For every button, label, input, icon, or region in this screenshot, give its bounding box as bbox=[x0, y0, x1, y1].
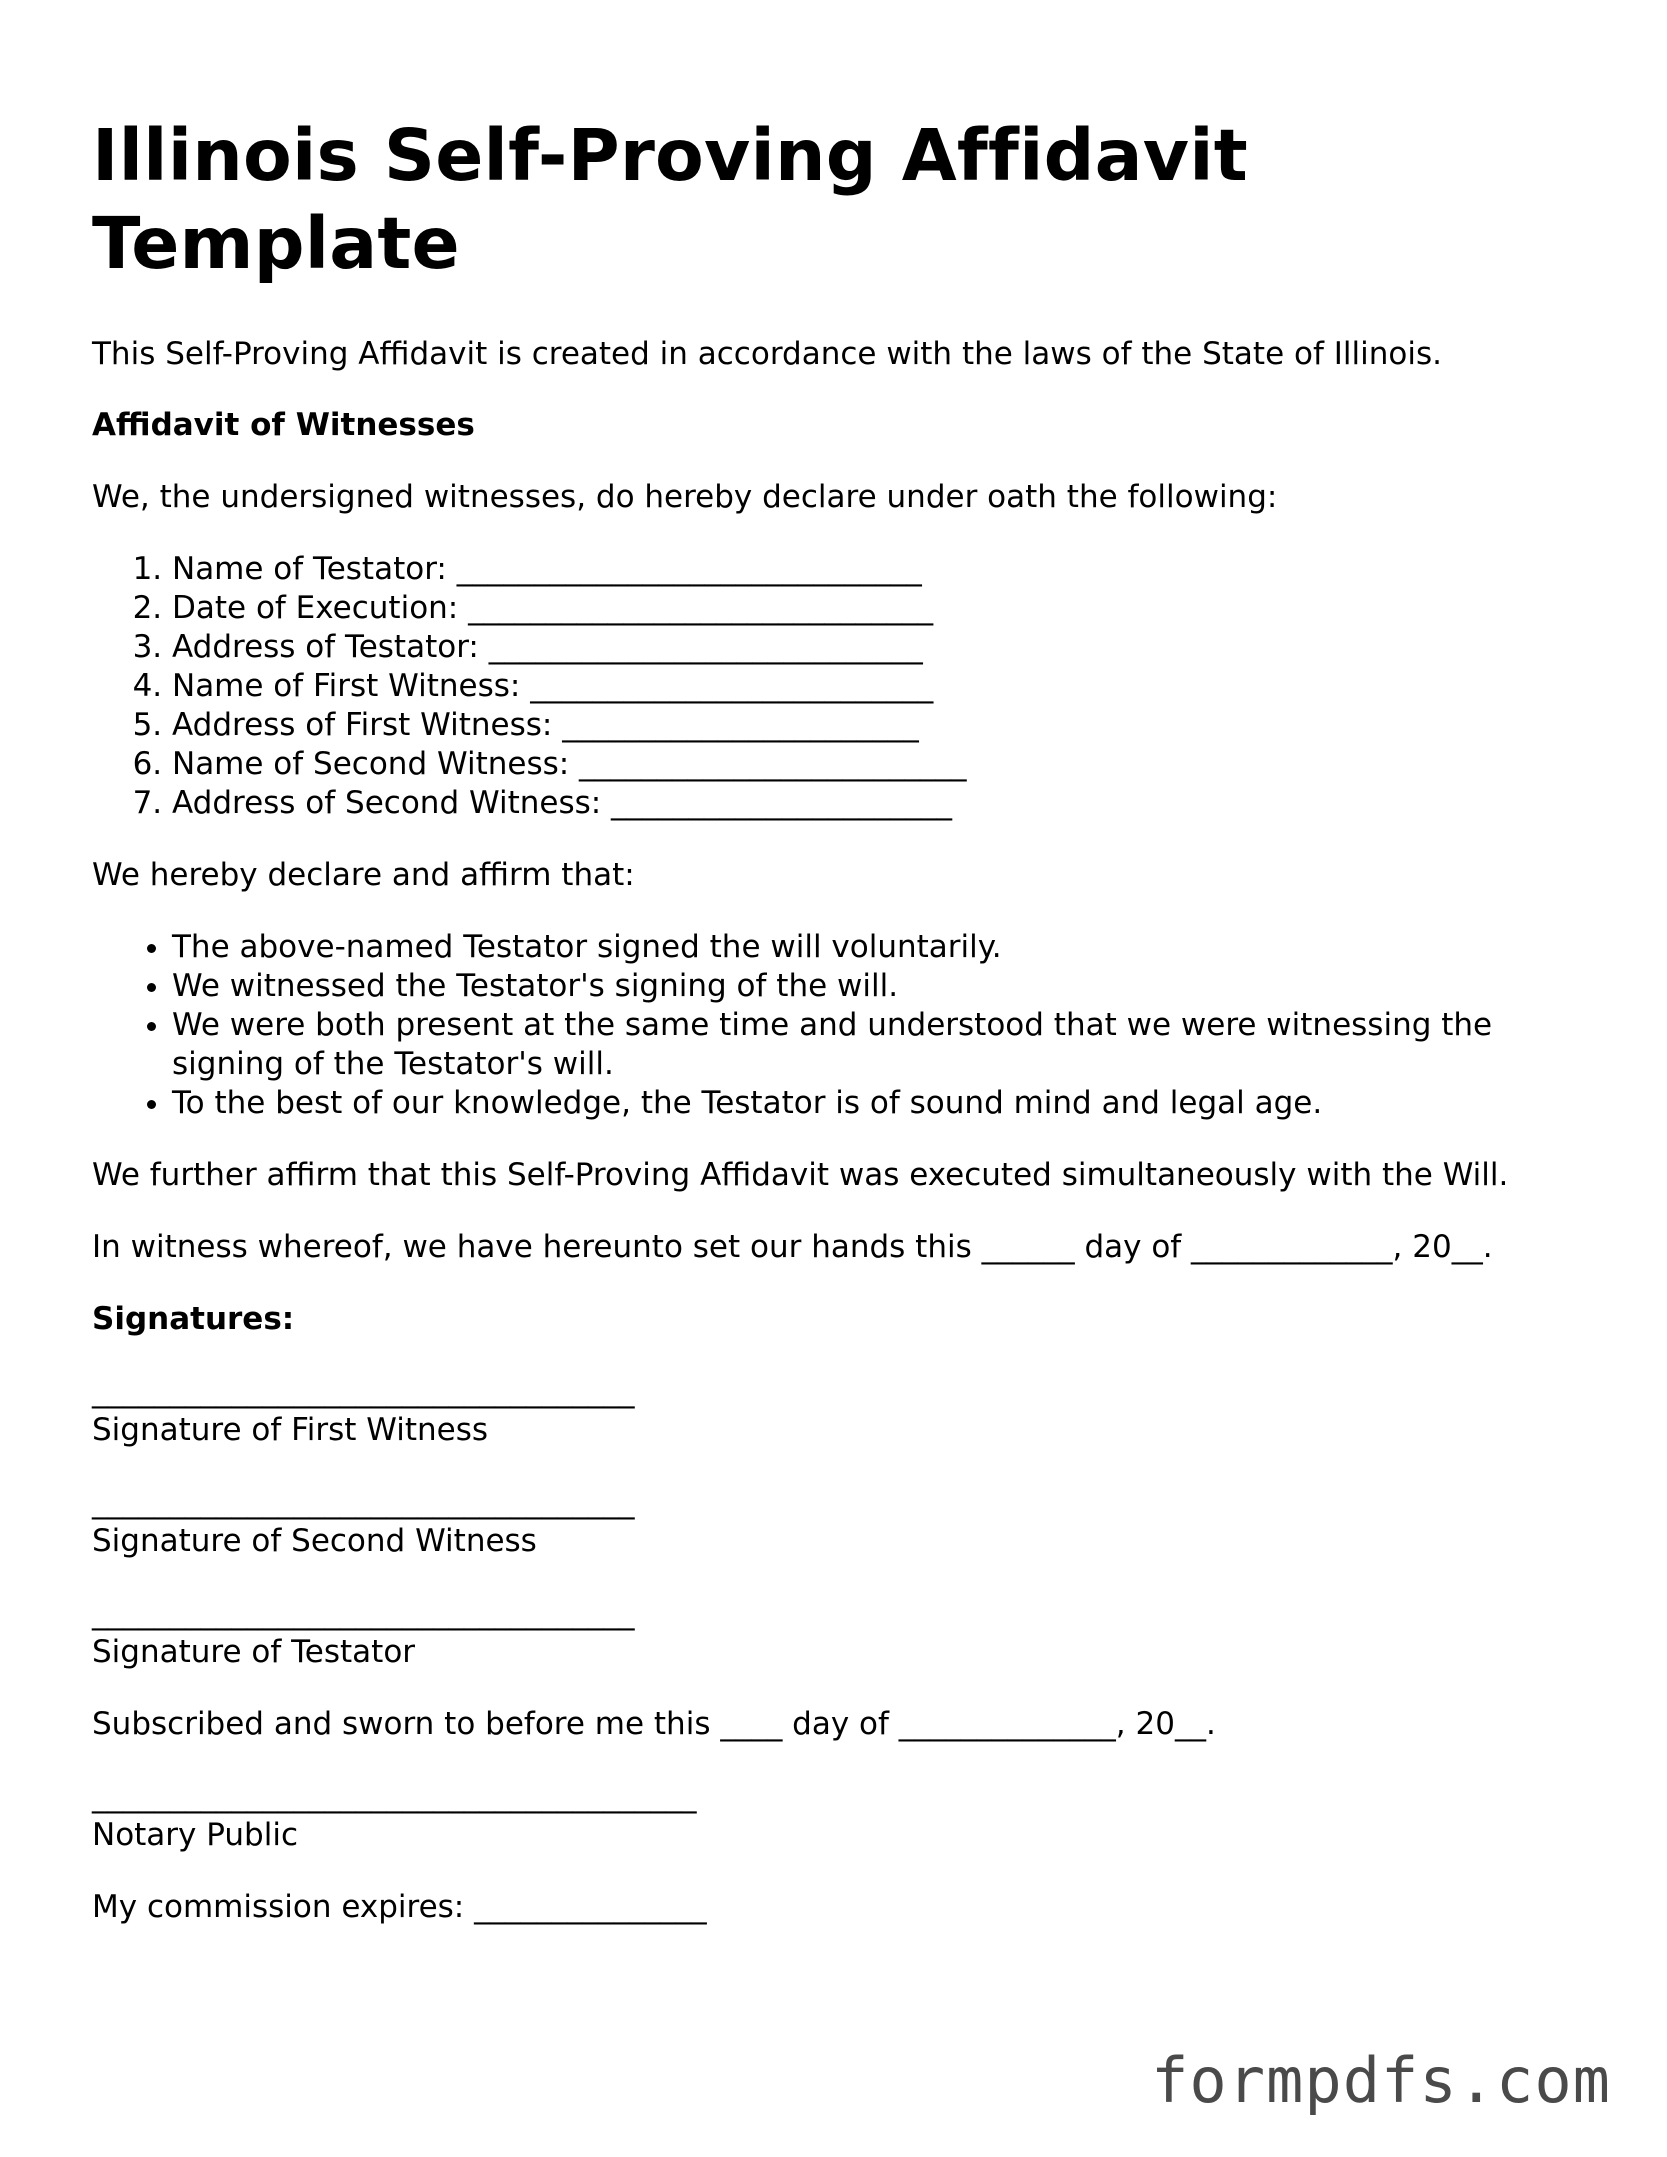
section-heading: Affidavit of Witnesses bbox=[92, 407, 475, 443]
signature-line: ___________________________________ bbox=[92, 1484, 635, 1520]
declaration-item: • We witnessed the Testator's signing of the will. bbox=[172, 967, 1592, 1006]
signature-line: ___________________________________ bbox=[92, 1373, 635, 1409]
signature-label: Signature of First Witness bbox=[92, 1412, 488, 1448]
signature-block-testator bbox=[92, 1594, 1592, 1672]
oath-intro-paragraph: We, the undersigned witnesses, do hereby declare under oath the following: bbox=[92, 479, 1278, 515]
signature-block-first-witness bbox=[92, 1372, 1592, 1450]
field-name-of-testator: 1. Name of Testator: ______________________________ bbox=[172, 550, 1592, 589]
declaration-item: • The above-named Testator signed the will voluntarily. bbox=[172, 928, 1592, 967]
signature-label: Signature of Second Witness bbox=[92, 1523, 537, 1559]
watermark: formpdfs.com bbox=[1151, 2044, 1611, 2117]
field-address-of-testator: 3. Address of Testator: ____________________________ bbox=[172, 628, 1592, 667]
notary-label: Notary Public bbox=[92, 1817, 298, 1853]
declaration-item: • To the best of our knowledge, the Testator is of sound mind and legal age. bbox=[172, 1084, 1592, 1123]
signature-label: Signature of Testator bbox=[92, 1634, 416, 1670]
signature-line: ___________________________________ bbox=[92, 1595, 635, 1631]
field-name-of-second-witness: 6. Name of Second Witness: _________________________ bbox=[172, 745, 1592, 784]
field-list bbox=[92, 550, 1592, 823]
commission-expires: My commission expires: _______________ bbox=[92, 1889, 707, 1925]
field-name-of-first-witness: 4. Name of First Witness: __________________________ bbox=[172, 667, 1592, 706]
witness-date-paragraph: In witness whereof, we have hereunto set our hands this ______ day of _____________, 20__. bbox=[92, 1229, 1493, 1265]
further-affirm-paragraph: We further affirm that this Self-Proving Affidavit was executed simultaneously with the Will. bbox=[92, 1157, 1509, 1193]
notary-block bbox=[92, 1777, 1592, 1855]
declaration-list bbox=[92, 928, 1592, 1123]
field-address-of-first-witness: 5. Address of First Witness: _______________________ bbox=[172, 706, 1592, 745]
intro-paragraph: This Self-Proving Affidavit is created in accordance with the laws of the State of Illinois. bbox=[92, 336, 1442, 372]
declare-intro: We hereby declare and affirm that: bbox=[92, 857, 635, 893]
declaration-item: • We were both present at the same time and understood that we were witnessing the signing of the Testator's will. bbox=[172, 1006, 1592, 1084]
document-title: Illinois Self-Proving Affidavit Template bbox=[92, 114, 1248, 285]
field-date-of-execution: 2. Date of Execution: ______________________________ bbox=[172, 589, 1592, 628]
field-address-of-second-witness: 7. Address of Second Witness: ______________________ bbox=[172, 784, 1592, 823]
notary-signature-line: _______________________________________ bbox=[92, 1778, 697, 1814]
sworn-paragraph: Subscribed and sworn to before me this ____ day of ______________, 20__. bbox=[92, 1706, 1216, 1742]
signature-block-second-witness bbox=[92, 1483, 1592, 1561]
signatures-heading: Signatures: bbox=[92, 1301, 295, 1337]
document-page bbox=[92, 0, 1592, 1927]
